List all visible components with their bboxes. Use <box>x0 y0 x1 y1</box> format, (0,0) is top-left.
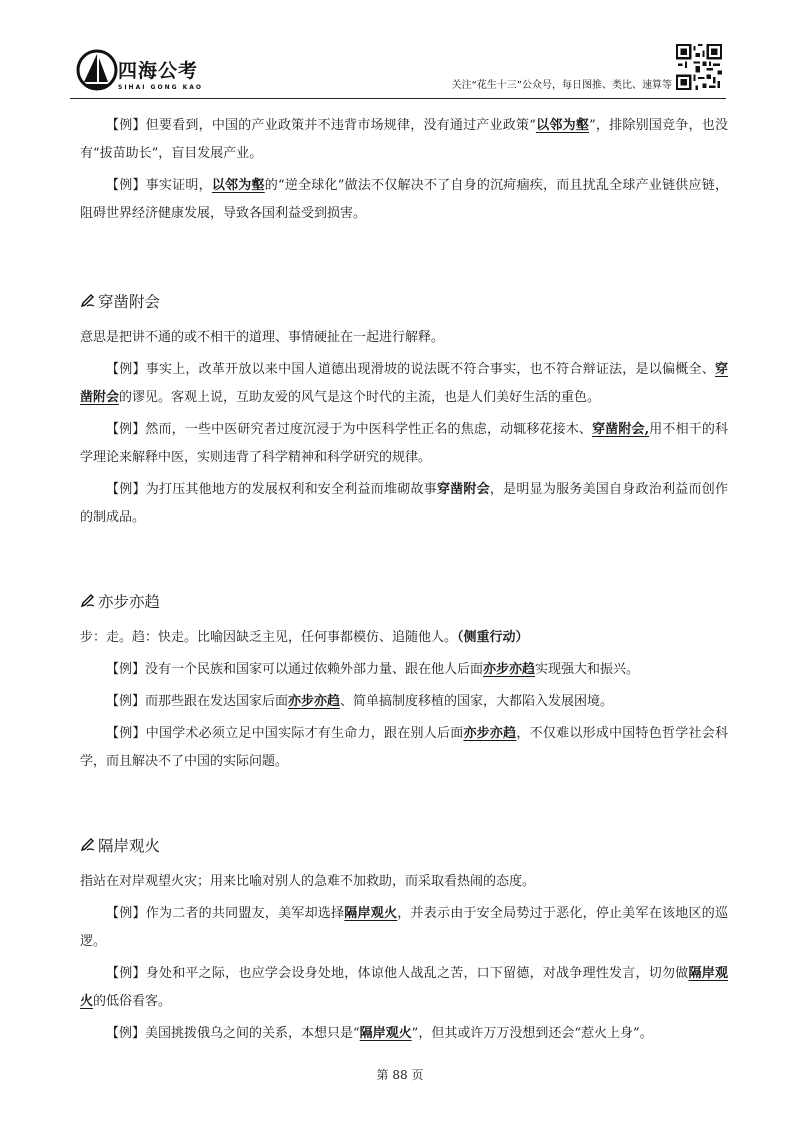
page-content <box>80 112 728 1052</box>
idiom-definition: 意思是把讲不通的或不相干的道理、事情硬扯在一起进行解释。 <box>80 330 445 345</box>
example-sentence: 【例】中国学术必须立足中国实际才有生命力，跟在别人后面亦步亦趋，不仅难以形成中国特色哲学社会科学，而且解决不了中国的实际问题。 <box>80 726 728 769</box>
usage-note: （侧重行动） <box>457 630 529 645</box>
pencil-icon <box>80 294 96 308</box>
idiom-title: 隔岸观火 <box>80 830 728 860</box>
example-sentence: 【例】没有一个民族和国家可以通过依赖外部力量、跟在他人后面亦步亦趋实现强大和振兴。 <box>106 662 640 677</box>
example-sentence: 【例】作为二者的共同盟友，美军却选择隔岸观火，并表示由于安全局势过于恶化，停止美军在该地区的巡逻。 <box>80 906 728 949</box>
idiom-highlight: 亦步亦趋 <box>463 726 517 741</box>
pencil-icon <box>80 838 96 852</box>
idiom-definition: 指站在对岸观望火灾；用来比喻对别人的急难不加救助，而采取看热闹的态度。 <box>80 874 536 889</box>
follow-notice: 关注“花生十三”公众号，每日图推、类比、速算等 <box>451 80 672 91</box>
example-sentence: 【例】身处和平之际，也应学会设身处地，体谅他人战乱之苦，口下留德，对战争理性发言，切勿做隔岸观火的低俗看客。 <box>80 966 728 1009</box>
example-sentence: 【例】但要看到，中国的产业政策并不违背市场规律，没有通过产业政策“以邻为壑”，排除别国竞争，也没有“拔苗助长”，盲目发展产业。 <box>80 118 728 161</box>
header-divider <box>70 98 726 99</box>
pencil-icon <box>80 594 96 608</box>
qr-code-icon <box>676 44 722 90</box>
page-header <box>70 40 730 98</box>
example-sentence: 【例】然而，一些中医研究者过度沉浸于为中医科学性正名的焦虑，动辄移花接木、穿凿附会,用不相干的科学理论来解释中医，实则违背了科学精神和科学研究的规律。 <box>80 422 728 465</box>
idiom-highlight: 亦步亦趋 <box>288 694 341 709</box>
idiom-highlight: 以邻为壑 <box>211 178 265 193</box>
example-sentence: 【例】事实证明，以邻为壑的“逆全球化”做法不仅解决不了自身的沉疴痼疾，而且扰乱全球产业链供应链，阻碍世界经济健康发展，导致各国利益受到损害。 <box>80 178 728 221</box>
brand <box>118 56 203 91</box>
idiom-highlight: 亦步亦趋 <box>483 662 536 677</box>
page-number: 第 88 页 <box>376 1068 424 1082</box>
idiom-highlight: 隔岸观火 <box>80 966 728 1009</box>
intro-examples <box>80 112 728 228</box>
brand-name: 四海公考 <box>118 60 199 82</box>
idiom-highlight: 穿凿附会 <box>436 482 490 497</box>
idiom-section <box>80 830 728 1048</box>
idiom-highlight: 隔岸观火 <box>344 906 398 921</box>
example-sentence: 【例】美国挑拨俄乌之间的关系，本想只是“隔岸观火”，但其或许万万没想到还会“惹火上身”。 <box>106 1026 653 1041</box>
idiom-title: 亦步亦趋 <box>80 586 728 616</box>
idiom-section <box>80 286 728 532</box>
idiom-highlight: 以邻为壑 <box>535 118 590 133</box>
example-sentence: 【例】为打压其他地方的发展权利和安全利益而堆砌故事穿凿附会，是明显为服务美国自身政治利益而创作的制成品。 <box>80 482 728 525</box>
idiom-section <box>80 586 728 776</box>
sail-logo-icon <box>75 48 119 92</box>
example-sentence: 【例】而那些跟在发达国家后面亦步亦趋、简单搞制度移植的国家，大都陷入发展困境。 <box>106 694 614 709</box>
idiom-highlight: 穿凿附会 <box>80 362 728 405</box>
idiom-highlight: 穿凿附会, <box>592 422 650 437</box>
idiom-highlight: 隔岸观火 <box>359 1026 412 1041</box>
brand-subtitle: SIHAI GONG KAO <box>118 84 203 91</box>
idiom-title: 穿凿附会 <box>80 286 728 316</box>
example-sentence: 【例】事实上，改革开放以来中国人道德出现滑坡的说法既不符合事实，也不符合辩证法，是以偏概全、穿凿附会的谬见。客观上说，互助友爱的风气是这个时代的主流，也是人们美好生活的重色。 <box>80 362 728 405</box>
idiom-definition: 步：走。趋：快走。比喻因缺乏主见，任何事都模仿、追随他人。（侧重行动） <box>80 630 529 645</box>
